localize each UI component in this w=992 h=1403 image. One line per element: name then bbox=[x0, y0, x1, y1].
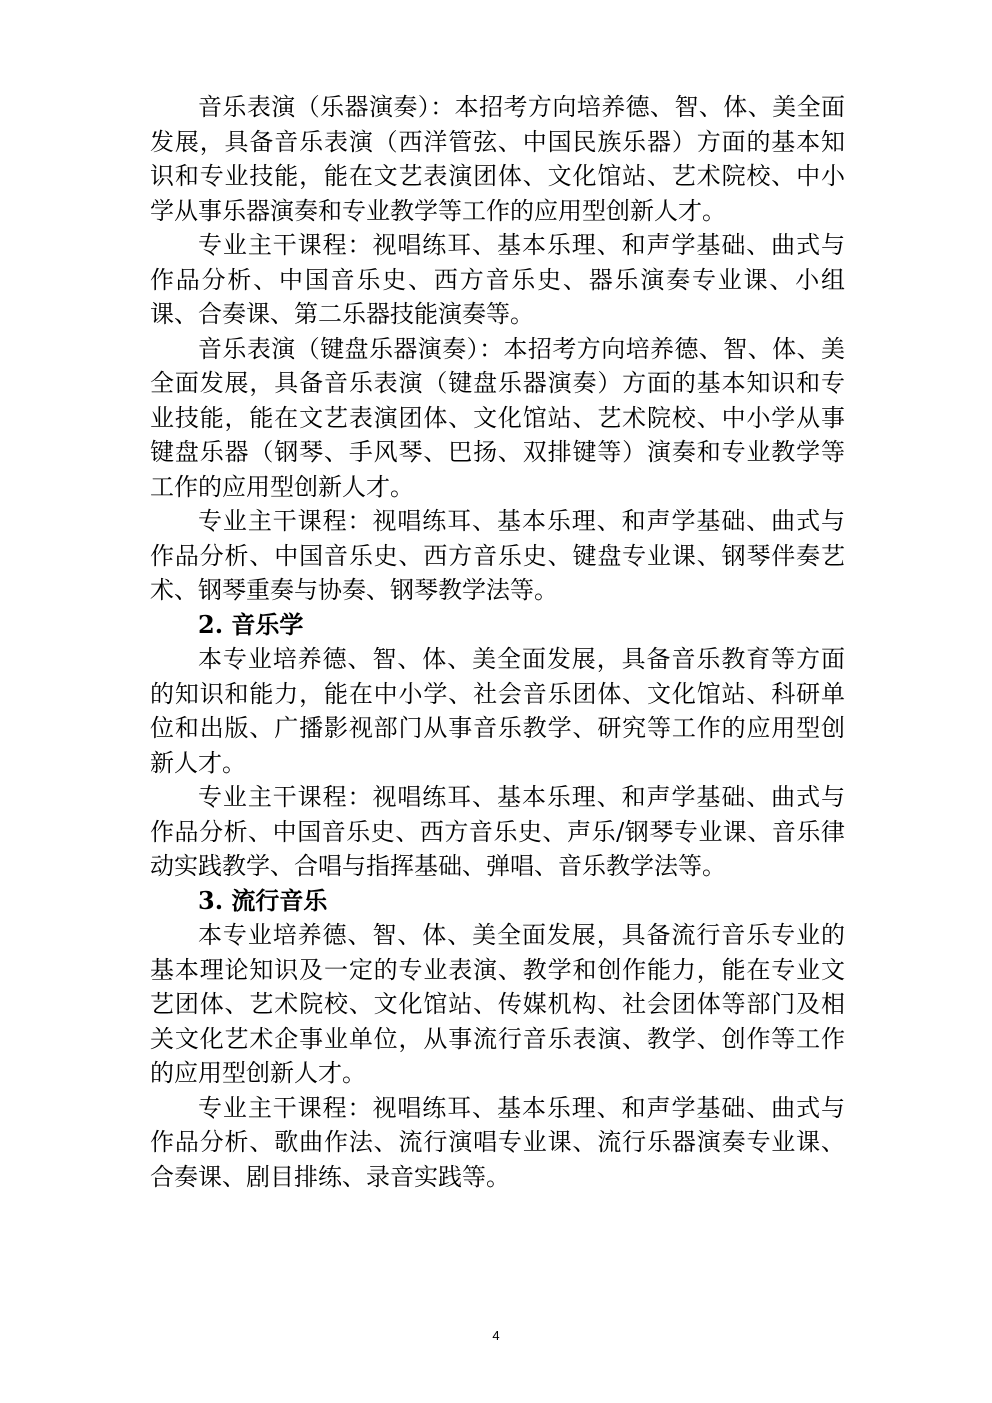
paragraph-instrumental-performance: 音乐表演（乐器演奏）：本招考方向培养德、智、体、美全面发展，具备音乐表演（西洋管弦、中国民族乐器）方面的基本知识和专业技能，能在文艺表演团体、文化馆站、艺术院校、中小学从事乐器演奏和专业教学等工作的应用型创新人才。 bbox=[150, 93, 845, 225]
paragraph-popular-music-courses: 专业主干课程：视唱练耳、基本乐理、和声学基础、曲式与作品分析、歌曲作法、流行演唱专业课、流行乐器演奏专业课、合奏课、剧目排练、录音实践等。 bbox=[150, 1093, 845, 1191]
paragraph-musicology-intro: 本专业培养德、智、体、美全面发展，具备音乐教育等方面的知识和能力，能在中小学、社会音乐团体、文化馆站、科研单位和出版、广播影视部门从事音乐教学、研究等工作的应用型创新人才。 bbox=[150, 645, 845, 777]
paragraph-instrumental-courses: 专业主干课程：视唱练耳、基本乐理、和声学基础、曲式与作品分析、中国音乐史、西方音乐史、器乐演奏专业课、小组课、合奏课、第二乐器技能演奏等。 bbox=[150, 231, 845, 328]
document-body bbox=[150, 90, 845, 1194]
heading-popular-music: 3. 流行音乐 bbox=[198, 885, 328, 915]
paragraph-keyboard-courses: 专业主干课程：视唱练耳、基本乐理、和声学基础、曲式与作品分析、中国音乐史、西方音乐史、键盘专业课、钢琴伴奏艺术、钢琴重奏与协奏、钢琴教学法等。 bbox=[150, 507, 845, 604]
heading-musicology: 2. 音乐学 bbox=[198, 609, 304, 639]
paragraph-popular-music-intro: 本专业培养德、智、体、美全面发展，具备流行音乐专业的基本理论知识及一定的专业表演、教学和创作能力，能在专业文艺团体、艺术院校、文化馆站、传媒机构、社会团体等部门及相关文化艺术企事业单位，从事流行音乐表演、教学、创作等工作的应用型创新人才。 bbox=[150, 921, 845, 1087]
page-number: 4 bbox=[492, 1328, 500, 1343]
paragraph-keyboard-performance: 音乐表演（键盘乐器演奏）：本招考方向培养德、智、体、美全面发展，具备音乐表演（键盘乐器演奏）方面的基本知识和专业技能，能在文艺表演团体、文化馆站、艺术院校、中小学从事键盘乐器（钢琴、手风琴、巴扬、双排键等）演奏和专业教学等工作的应用型创新人才。 bbox=[150, 334, 845, 501]
paragraph-musicology-courses: 专业主干课程：视唱练耳、基本乐理、和声学基础、曲式与作品分析、中国音乐史、西方音乐史、声乐/钢琴专业课、音乐律动实践教学、合唱与指挥基础、弹唱、音乐教学法等。 bbox=[150, 783, 845, 880]
